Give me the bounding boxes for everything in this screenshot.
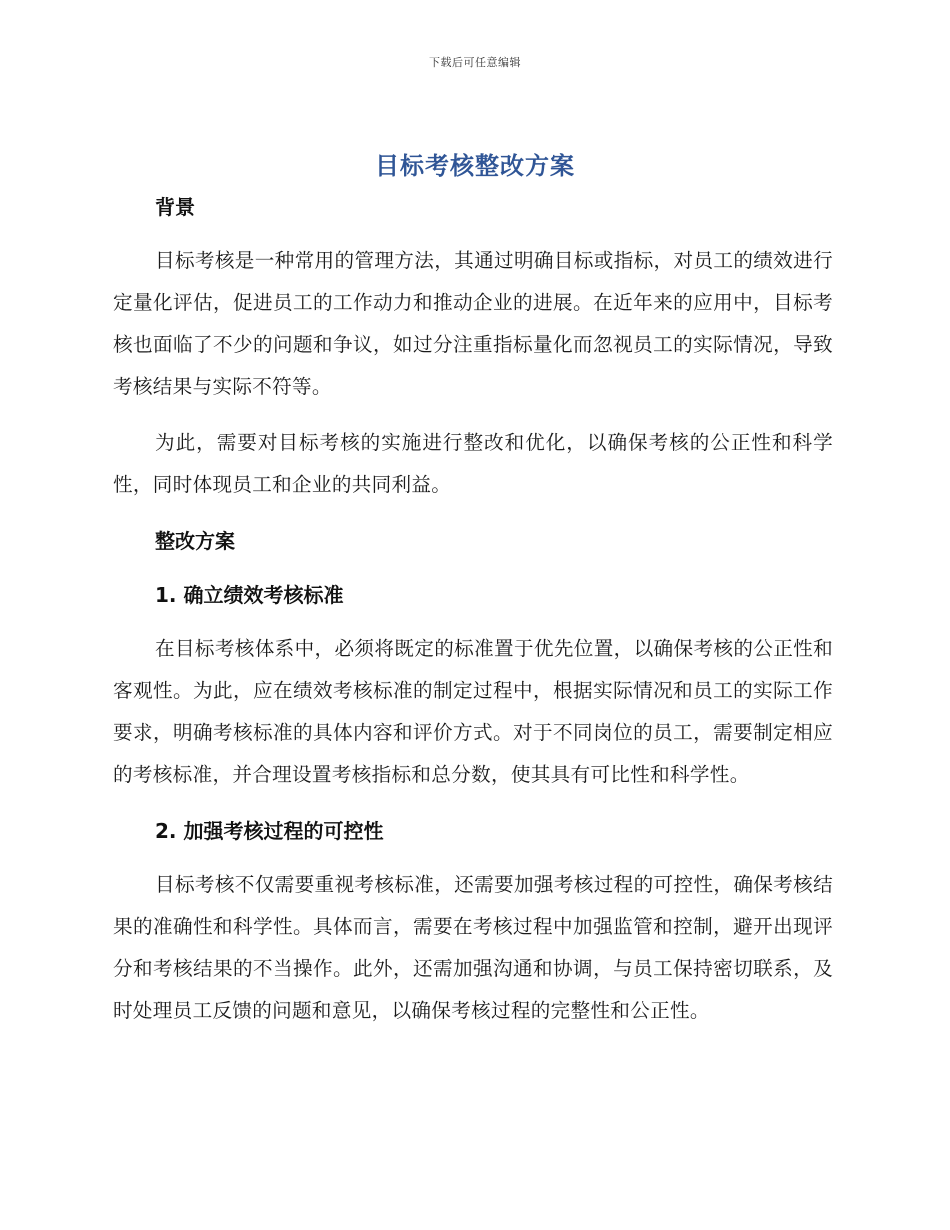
paragraph-process-control: 目标考核不仅需要重视考核标准，还需要加强考核过程的可控性，确保考核结果的准确性和科学性。具体而言，需要在考核过程中加强监管和控制，避开出现评分和考核结果的不当操作。此外，还需加强沟通和协调，与员工保持密切联系，及时处理员工反馈的问题和意见，以确保考核过程的完整性和公正性。 (113, 873, 833, 1022)
section-heading-plan: 整改方案 (155, 529, 235, 553)
section-heading-process-control: 2. 加强考核过程的可控性 (155, 819, 384, 843)
document-body (113, 186, 833, 1032)
document-title: 目标考核整改方案 (375, 152, 575, 180)
paragraph-background-2: 为此，需要对目标考核的实施进行整改和优化，以确保考核的公正性和科学性，同时体现员工和企业的共同利益。 (113, 431, 833, 496)
section-heading-background: 背景 (155, 195, 195, 219)
section-heading-standards: 1. 确立绩效考核标准 (155, 583, 344, 607)
page-header: 下载后可任意编辑 (429, 56, 521, 69)
paragraph-background-1: 目标考核是一种常用的管理方法，其通过明确目标或指标，对员工的绩效进行定量化评估，促进员工的工作动力和推动企业的进展。在近年来的应用中，目标考核也面临了不少的问题和争议，如过分注重指标量化而忽视员工的实际情况，导致考核结果与实际不符等。 (113, 249, 833, 398)
paragraph-standards: 在目标考核体系中，必须将既定的标准置于优先位置，以确保考核的公正性和客观性。为此，应在绩效考核标准的制定过程中，根据实际情况和员工的实际工作要求，明确考核标准的具体内容和评价方式。对于不同岗位的员工，需要制定相应的考核标准，并合理设置考核指标和总分数，使其具有可比性和科学性。 (113, 637, 833, 786)
